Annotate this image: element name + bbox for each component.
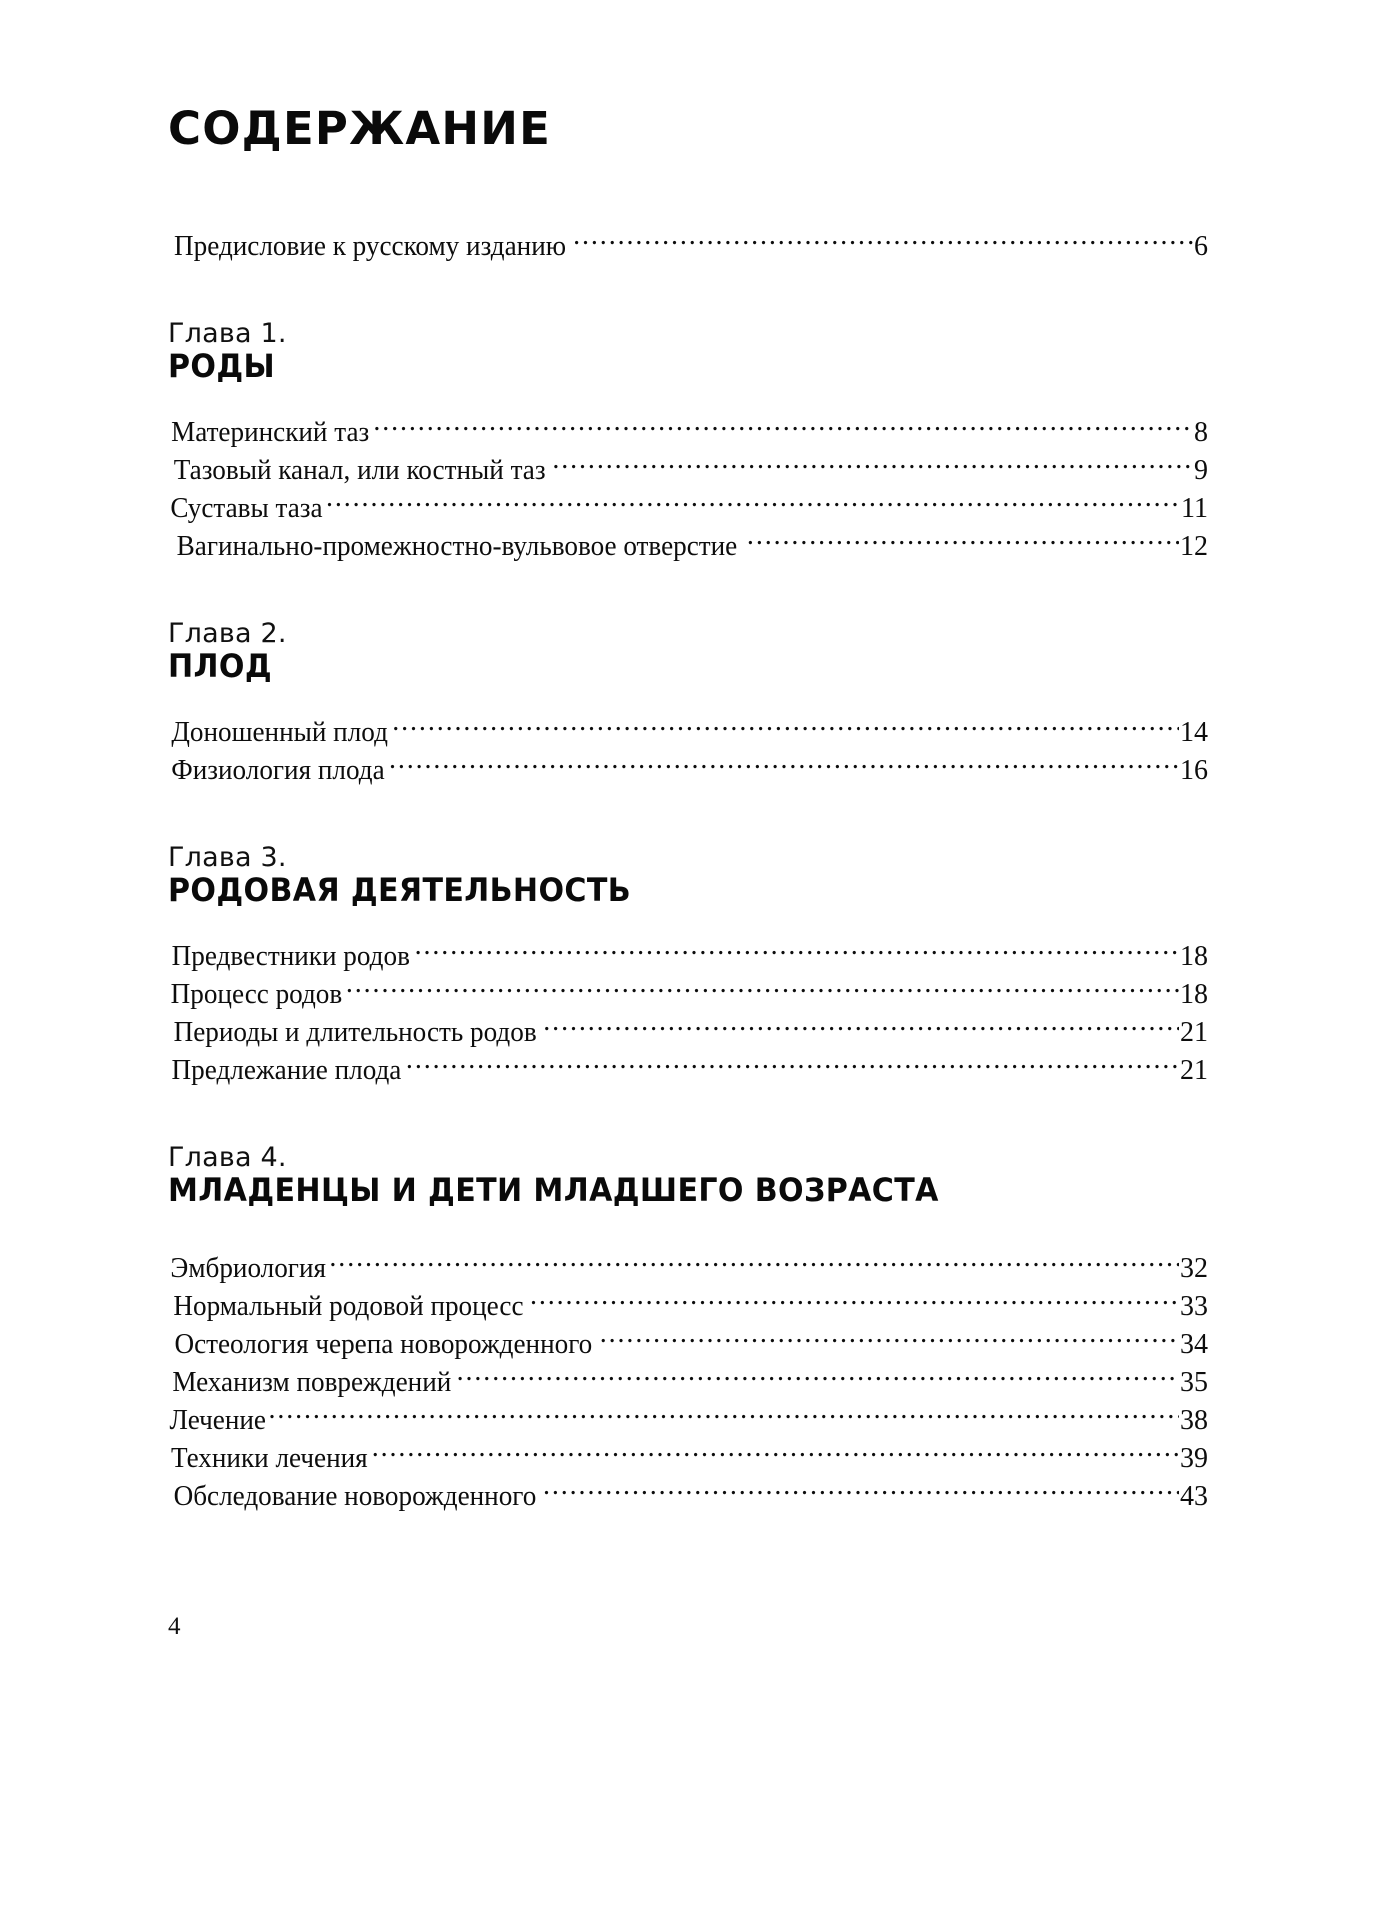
toc-entry-title: Процесс родов	[170, 979, 343, 1011]
toc-entry-leader-dots	[457, 1363, 1179, 1391]
toc-entry[interactable]	[168, 937, 1208, 975]
chapter-number-label: Глава 2.	[168, 618, 287, 650]
toc-entry[interactable]	[168, 489, 1208, 527]
toc-entry-title: Тазовый канал, или костный таз	[173, 455, 546, 487]
toc-entry[interactable]	[168, 1401, 1208, 1439]
toc-entry-page-number: 38	[1180, 1405, 1208, 1437]
chapter-spacer	[168, 565, 1208, 619]
toc-entry-title: Предлежание плода	[171, 1055, 402, 1087]
toc-entry-title: Суставы таза	[170, 493, 323, 525]
toc-entry-leader-dots	[600, 1325, 1179, 1353]
toc-entry-leader-dots	[346, 975, 1179, 1003]
chapter-number-label: Глава 3.	[168, 842, 287, 874]
toc-content	[168, 102, 1208, 1515]
toc-entry-title: Техники лечения	[171, 1443, 368, 1475]
toc-entry-page-number: 34	[1180, 1329, 1208, 1361]
chapter-title[interactable]: МЛАДЕНЦЫ И ДЕТИ МЛАДШЕГО ВОЗРАСТА	[168, 1171, 939, 1210]
toc-entry-page-number: 18	[1180, 941, 1208, 973]
toc-entry[interactable]	[168, 1439, 1208, 1477]
toc-entry-title: Лечение	[169, 1405, 266, 1437]
toc-entry-leader-dots	[372, 1439, 1179, 1467]
chapter-title-spacer	[168, 909, 1208, 937]
toc-entry-page-number: 21	[1180, 1055, 1208, 1087]
chapter-section	[168, 319, 1208, 565]
toc-entry-page-number: 33	[1180, 1291, 1208, 1323]
toc-entry-page-number: 12	[1180, 531, 1208, 563]
toc-entry-title: Нормальный родовой процесс	[173, 1291, 524, 1323]
toc-entry-title: Обследование новорожденного	[173, 1481, 537, 1513]
page-title: СОДЕРЖАНИЕ	[168, 102, 552, 155]
toc-entry-leader-dots	[406, 1051, 1179, 1079]
toc-entry[interactable]	[168, 713, 1208, 751]
toc-entry[interactable]	[168, 1287, 1208, 1325]
toc-entry-page-number: 21	[1180, 1017, 1208, 1049]
chapter-title[interactable]: РОДЫ	[168, 347, 276, 386]
toc-entry-leader-dots	[415, 937, 1179, 965]
chapter-number-label: Глава 1.	[168, 318, 287, 349]
page-folio: 4	[168, 1613, 181, 1640]
toc-entry-title: Периоды и длительность родов	[173, 1017, 537, 1049]
toc-entry[interactable]	[168, 451, 1208, 489]
chapter-number-label: Глава 4.	[168, 1142, 287, 1174]
toc-entry-title: Предисловие к русскому изданию	[174, 231, 567, 262]
toc-entry-leader-dots	[747, 527, 1179, 555]
chapter-section	[168, 843, 1208, 1089]
chapter-entry-list	[168, 1249, 1208, 1515]
toc-entry-title: Остеология черепа новорожденного	[174, 1329, 593, 1361]
toc-entry-title: Предвестники родов	[171, 941, 410, 973]
chapter-spacer	[168, 789, 1208, 843]
toc-entry-page-number: 6	[1194, 231, 1208, 262]
chapter-title-spacer	[168, 385, 1208, 413]
toc-entry-leader-dots	[389, 751, 1179, 779]
toc-entry-leader-dots	[543, 1013, 1179, 1041]
toc-entry-leader-dots	[543, 1477, 1179, 1505]
toc-entry-title: Вагинально-промежностно-вульвовое отверстие	[176, 531, 738, 563]
toc-entry-leader-dots	[268, 1401, 1179, 1429]
toc-entry-page-number: 35	[1180, 1367, 1208, 1399]
chapter-sections	[168, 265, 1208, 1515]
toc-entry[interactable]	[168, 1325, 1208, 1363]
chapter-title[interactable]: ПЛОД	[168, 647, 273, 686]
toc-entry-title: Материнский таз	[171, 417, 370, 449]
toc-entry[interactable]	[168, 1249, 1208, 1287]
toc-entry[interactable]	[168, 413, 1208, 451]
chapter-section	[168, 1143, 1208, 1515]
toc-entry[interactable]	[168, 1051, 1208, 1089]
toc-entry-leader-dots	[326, 489, 1180, 517]
toc-entry[interactable]	[168, 975, 1208, 1013]
toc-entry-page-number: 16	[1180, 755, 1208, 787]
toc-entry-page-number: 11	[1181, 493, 1208, 525]
chapter-title-spacer	[168, 685, 1208, 713]
toc-entry[interactable]	[168, 1013, 1208, 1051]
toc-entry-leader-dots	[373, 413, 1193, 441]
toc-entry-page-number: 32	[1180, 1253, 1208, 1285]
toc-entry-page-number: 18	[1180, 979, 1208, 1011]
toc-entry-title: Эмбриология	[170, 1253, 326, 1285]
chapter-section	[168, 619, 1208, 789]
chapter-title-spacer	[168, 1209, 1208, 1249]
toc-entry-leader-dots	[573, 227, 1193, 255]
toc-entry-leader-dots	[552, 451, 1193, 479]
toc-entry-title: Физиология плода	[171, 755, 385, 787]
toc-entry-page-number: 8	[1194, 417, 1208, 449]
toc-entry-title: Доношенный плод	[171, 717, 388, 749]
toc-entry-page-number: 43	[1180, 1481, 1208, 1513]
chapter-spacer	[168, 265, 1208, 319]
toc-entry[interactable]	[168, 527, 1208, 565]
toc-entry[interactable]	[168, 751, 1208, 789]
toc-entry-leader-dots	[530, 1287, 1179, 1315]
toc-entry[interactable]	[168, 1477, 1208, 1515]
toc-entry-page-number: 9	[1194, 455, 1208, 487]
chapter-spacer	[168, 1089, 1208, 1143]
chapter-title[interactable]: РОДОВАЯ ДЕЯТЕЛЬНОСТЬ	[168, 871, 632, 910]
toc-entry-page-number: 14	[1180, 717, 1208, 749]
chapter-entry-list	[168, 937, 1208, 1089]
toc-entry[interactable]	[168, 227, 1208, 265]
toc-entry-leader-dots	[392, 713, 1179, 741]
intro-entry-list	[168, 227, 1208, 265]
chapter-entry-list	[168, 713, 1208, 789]
toc-entry-page-number: 39	[1180, 1443, 1208, 1475]
chapter-entry-list	[168, 413, 1208, 565]
toc-entry-leader-dots	[329, 1249, 1179, 1277]
title-spacer	[168, 151, 1208, 227]
toc-entry[interactable]	[168, 1363, 1208, 1401]
toc-entry-title: Механизм повреждений	[172, 1367, 452, 1399]
